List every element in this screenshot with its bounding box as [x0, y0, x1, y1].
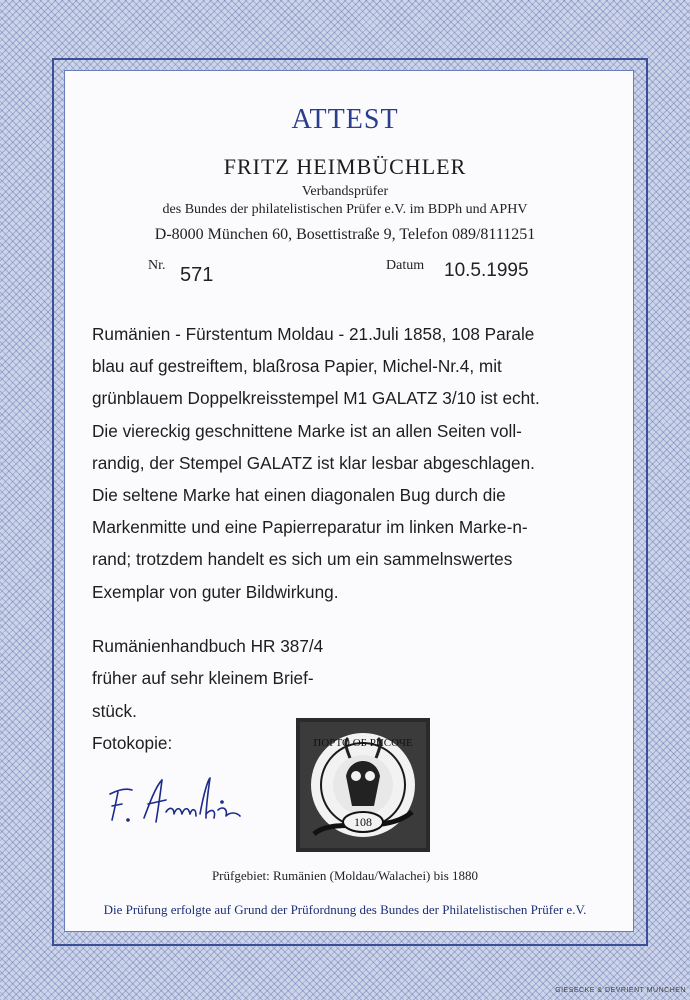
- note-line: Fotokopie:: [92, 733, 173, 754]
- body-line: rand; trotzdem handelt es sich um ein sammelnswertes: [92, 549, 513, 570]
- body-line: blau auf gestreiftem, blaßrosa Papier, Michel-Nr.4, mit: [92, 356, 502, 377]
- examiner-name: FRITZ HEIMBÜCHLER: [223, 154, 467, 179]
- date-value: 10.5.1995: [444, 260, 529, 281]
- examiner-address: D-8000 München 60, Bosettistraße 9, Telefon 089/8111251: [154, 226, 536, 243]
- printer-imprint: GIESECKE & DEVRIENT MÜNCHEN: [555, 987, 686, 994]
- number-label: Nr.: [148, 258, 166, 273]
- signature: [104, 772, 274, 842]
- body-line: Markenmitte und eine Papierreparatur im linken Marke-n-: [92, 517, 528, 538]
- stamp-value: 108: [354, 815, 372, 829]
- body-line: Rumänien - Fürstentum Moldau - 21.Juli 1858, 108 Parale: [92, 324, 535, 344]
- note-line: stück.: [92, 700, 137, 721]
- note-line: früher auf sehr kleinem Brief-: [92, 668, 314, 689]
- certificate-body: [92, 318, 632, 608]
- body-line: grünblauem Doppelkreisstempel M1 GALATZ 3/10 ist echt.: [92, 388, 540, 409]
- body-line: Die seltene Marke hat einen diagonalen Bug durch die: [92, 484, 506, 505]
- examination-scope: Prüfgebiet: Rumänien (Moldau/Walachei) bis 1880: [211, 868, 479, 883]
- body-line: randig, der Stempel GALATZ ist klar lesbar abgeschlagen.: [92, 452, 535, 473]
- date-label: Datum: [386, 258, 425, 273]
- body-line: Exemplar von guter Bildwirkung.: [92, 581, 339, 602]
- number-value: 571: [180, 264, 214, 286]
- examiner-association: des Bundes der philatelistischen Prüfer e.V. im BDPh und APHV: [162, 202, 528, 217]
- stamp-photocopy: [294, 716, 432, 854]
- examiner-role: Verbandsprüfer: [301, 184, 389, 199]
- stamp-inscription: ПОРТО ОБ РИСОЧЕ: [313, 737, 413, 749]
- body-line: Die viereckig geschnittene Marke ist an allen Seiten voll-: [92, 420, 522, 441]
- certificate-title: ATTEST: [291, 104, 399, 135]
- note-line: Rumänienhandbuch HR 387/4: [92, 636, 324, 656]
- examination-rules: Die Prüfung erfolgte auf Grund der Prüfordnung des Bundes der Philatelistischen Prüfer e.V.: [103, 902, 587, 917]
